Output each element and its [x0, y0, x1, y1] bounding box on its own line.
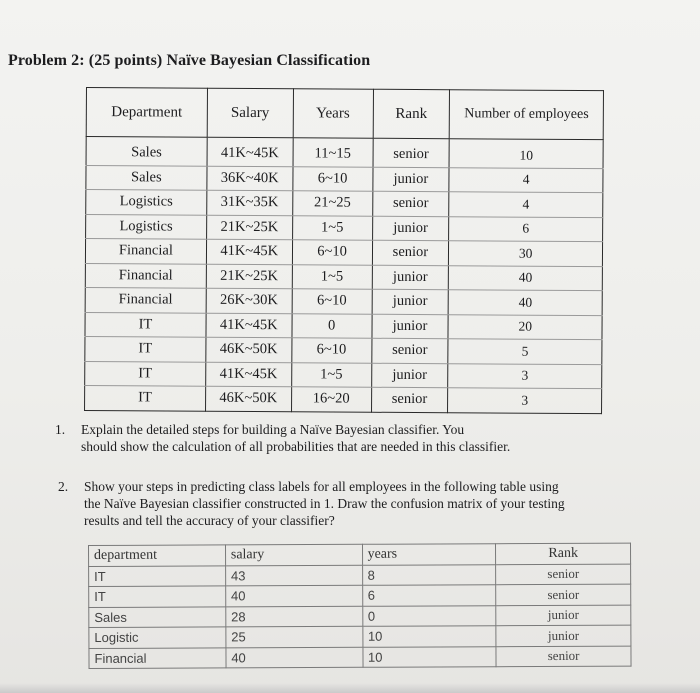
cell-rank: senior [496, 584, 631, 605]
question-line: Explain the detailed steps for building a Naïve Bayesian classifier. You [81, 422, 465, 437]
cell-years: 1~5 [292, 215, 372, 240]
cell-employees: 5 [448, 339, 602, 364]
cell-department: IT [85, 312, 206, 337]
header-years: Years [293, 89, 373, 138]
cell-years: 1~5 [292, 264, 372, 289]
table-row [89, 625, 631, 648]
cell-years: 11~15 [293, 138, 373, 167]
cell-rank: senior [372, 240, 449, 265]
table-row [85, 336, 602, 364]
header-years: years [362, 544, 496, 565]
cell-department: IT [85, 361, 206, 386]
header-rank: Rank [496, 543, 631, 564]
cell-years: 6~10 [292, 240, 372, 265]
question-line: the Naïve Bayesian classifier constructed in 1. Draw the confusion matrix of your testing [84, 496, 565, 511]
cell-employees: 3 [448, 363, 602, 388]
header-rank: Rank [373, 89, 450, 138]
cell-years: 16~20 [291, 387, 371, 412]
question-line: should show the calculation of all probabilities that are needed in this classifier. [81, 439, 511, 454]
cell-rank: senior [371, 387, 448, 412]
cell-years: 8 [362, 564, 496, 585]
cell-rank: senior [373, 138, 450, 167]
cell-salary: 25 [226, 626, 363, 647]
cell-rank: junior [371, 363, 448, 388]
cell-years: 0 [362, 605, 496, 626]
photo-edge-shadow [0, 683, 700, 693]
training-data-table [84, 87, 604, 414]
question-number: 2. [58, 479, 69, 494]
table-row [85, 287, 602, 315]
table-row [85, 239, 602, 267]
cell-rank: senior [496, 564, 631, 585]
cell-department: Logistic [89, 627, 226, 648]
cell-rank: junior [372, 265, 449, 290]
question-text [81, 421, 510, 455]
cell-department: Financial [85, 287, 206, 312]
cell-salary: 21K~25K [206, 264, 292, 289]
cell-employees: 30 [449, 241, 603, 266]
cell-years: 1~5 [291, 362, 371, 387]
cell-rank: junior [372, 167, 449, 192]
cell-employees: 40 [448, 290, 602, 315]
table-row [89, 605, 631, 628]
cell-salary: 21K~25K [206, 215, 292, 240]
cell-department: Financial [85, 239, 206, 264]
cell-rank: senior [372, 191, 449, 216]
cell-department: Sales [89, 606, 226, 627]
cell-department: Sales [86, 137, 207, 166]
cell-department: IT [89, 586, 226, 607]
question-number: 1. [55, 422, 66, 437]
cell-salary: 26K~30K [206, 288, 292, 313]
cell-salary: 46K~50K [205, 386, 291, 411]
cell-rank: senior [371, 338, 448, 363]
table-row [85, 312, 602, 340]
table-row [85, 263, 602, 291]
cell-years: 6~10 [293, 166, 373, 191]
cell-rank: junior [372, 289, 449, 314]
cell-salary: 40 [226, 647, 363, 668]
table-row [89, 584, 631, 607]
problem-title: Problem 2: (25 points) Naïve Bayesian Classification [8, 52, 371, 69]
cell-rank: junior [372, 216, 449, 241]
table-row [89, 646, 631, 669]
cell-salary: 31K~35K [207, 190, 293, 215]
header-salary: salary [225, 544, 362, 565]
cell-salary: 41K~45K [207, 137, 293, 166]
cell-salary: 43 [225, 565, 362, 586]
cell-salary: 36K~40K [207, 166, 293, 191]
cell-years: 10 [362, 646, 496, 667]
cell-years: 10 [362, 626, 496, 647]
cell-employees: 40 [449, 265, 603, 290]
table-header-row [86, 88, 603, 140]
cell-salary: 28 [226, 606, 363, 627]
header-number-of-employees: Number of employees [450, 90, 604, 140]
cell-employees: 6 [449, 216, 603, 241]
cell-rank: junior [496, 605, 631, 626]
cell-salary: 46K~50K [206, 337, 292, 362]
table-row [85, 385, 602, 413]
cell-department: Financial [89, 647, 226, 668]
table-row [86, 214, 603, 242]
table-row [89, 564, 631, 587]
question-text [84, 478, 565, 529]
table-row [86, 165, 603, 193]
cell-years: 6~10 [292, 289, 372, 314]
table-header-row [89, 543, 631, 566]
cell-rank: senior [496, 646, 631, 667]
cell-years: 0 [292, 313, 372, 338]
cell-salary: 41K~45K [205, 362, 291, 387]
header-department: department [89, 545, 226, 566]
table-row [85, 361, 602, 389]
cell-years: 6 [362, 585, 496, 606]
header-salary: Salary [207, 88, 293, 138]
cell-department: IT [89, 565, 226, 586]
cell-department: Sales [86, 165, 207, 190]
cell-department: Logistics [86, 190, 207, 215]
cell-rank: junior [371, 314, 448, 339]
question-line: Show your steps in predicting class labels for all employees in the following table using [84, 479, 559, 494]
table-row [86, 190, 603, 218]
test-data-table [88, 543, 632, 669]
cell-employees: 4 [449, 167, 603, 192]
cell-department: Logistics [86, 214, 207, 239]
cell-employees: 10 [449, 139, 603, 168]
cell-department: Financial [85, 263, 206, 288]
cell-salary: 41K~45K [206, 239, 292, 264]
table-row [86, 137, 603, 169]
cell-department: IT [85, 336, 206, 361]
cell-salary: 40 [225, 585, 362, 606]
cell-salary: 41K~45K [206, 313, 292, 338]
cell-years: 6~10 [292, 338, 372, 363]
cell-employees: 4 [449, 192, 603, 217]
cell-employees: 20 [448, 314, 602, 339]
cell-years: 21~25 [292, 191, 372, 216]
cell-department: IT [85, 385, 206, 410]
cell-rank: junior [496, 625, 631, 646]
cell-employees: 3 [448, 388, 602, 413]
header-department: Department [86, 88, 207, 138]
question-line: results and tell the accuracy of your classifier? [84, 513, 335, 528]
